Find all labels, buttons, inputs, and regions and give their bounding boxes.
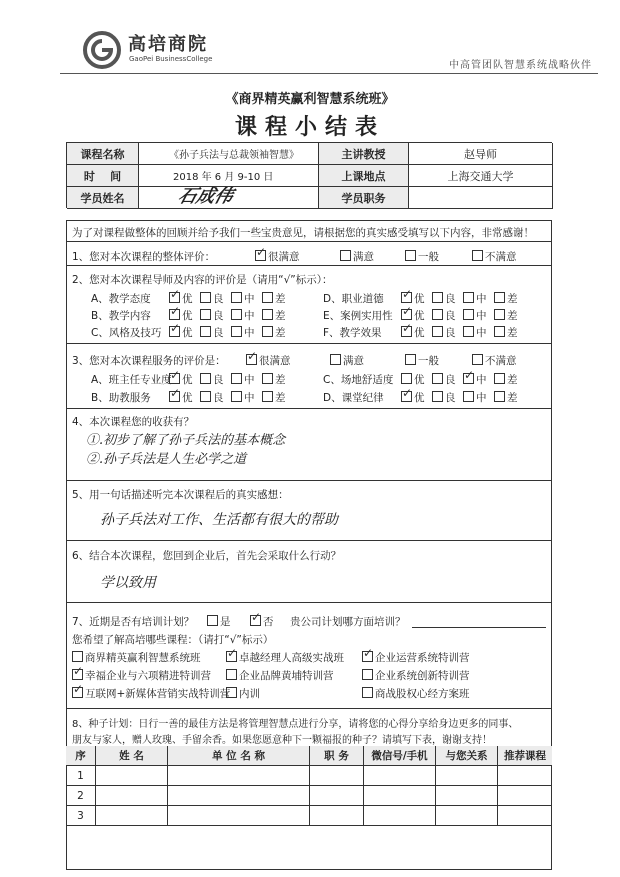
q3-grade-option[interactable] — [231, 390, 255, 405]
course-label: 商界精英赢利智慧系统班 — [85, 652, 201, 664]
divider — [66, 480, 552, 481]
table-cell[interactable] — [364, 766, 436, 786]
checkbox[interactable] — [494, 373, 505, 384]
checkbox[interactable] — [463, 373, 474, 384]
grade-label: 中 — [244, 293, 255, 305]
table-cell[interactable] — [310, 786, 364, 806]
checkbox[interactable] — [231, 292, 242, 303]
checkbox[interactable] — [463, 292, 474, 303]
table-cell[interactable] — [168, 766, 310, 786]
divider — [66, 343, 552, 344]
q2-grade-option[interactable] — [463, 325, 487, 340]
grade-label: 中 — [244, 310, 255, 322]
q4-question: 4、本次课程您的收获有？ — [72, 416, 195, 428]
grade-label: 差 — [275, 293, 286, 305]
table-header: 与您关系 — [436, 746, 498, 766]
checkbox[interactable] — [401, 309, 412, 320]
q6-answer: 学以致用 — [100, 575, 156, 591]
course-label: 互联网+新媒体营销实战特训营 — [85, 688, 231, 700]
table-cell[interactable] — [96, 806, 168, 826]
table-header: 序 — [66, 746, 96, 766]
role-label: 学员职务 — [319, 187, 409, 209]
q8-text-2: 朋友与家人，赠人玫瑰、手留余香。如果您愿意种下一颗福报的种子？请填写下表，谢谢支持！ — [72, 735, 492, 746]
q2-grade-option[interactable] — [432, 308, 456, 323]
checkbox[interactable] — [200, 309, 211, 320]
checkbox[interactable] — [169, 309, 180, 320]
row-number: 3 — [66, 806, 96, 826]
name-signature: 石成伟 — [175, 185, 236, 207]
grade-label: 良 — [213, 374, 224, 386]
q2-grade-option[interactable] — [494, 291, 518, 306]
checkbox[interactable] — [200, 373, 211, 384]
grade-label: 良 — [213, 392, 224, 404]
q2-grade-option[interactable] — [200, 291, 224, 306]
course-value: 《孙子兵法与总裁领袖智慧》 — [139, 143, 319, 165]
q3-grade-option[interactable] — [200, 372, 224, 387]
q3-grade-option[interactable] — [463, 390, 487, 405]
q2-grade-option[interactable] — [231, 291, 255, 306]
q1-option-1[interactable] — [255, 249, 300, 264]
checkbox[interactable] — [494, 292, 505, 303]
q2-grade-option[interactable] — [432, 291, 456, 306]
q3-grade-option[interactable] — [401, 390, 425, 405]
checkbox[interactable] — [226, 687, 237, 698]
table-cell[interactable] — [168, 806, 310, 826]
checkbox[interactable] — [262, 373, 273, 384]
option-label: 满意 — [343, 355, 364, 367]
checkbox[interactable] — [401, 292, 412, 303]
grade-label: 良 — [213, 327, 224, 339]
checkbox[interactable] — [231, 309, 242, 320]
option-label: 不满意 — [485, 355, 517, 367]
checkbox[interactable] — [231, 391, 242, 402]
checkbox[interactable] — [432, 292, 443, 303]
q2-grade-option[interactable] — [262, 291, 286, 306]
table-header: 单 位 名 称 — [168, 746, 310, 766]
checkbox[interactable] — [246, 354, 257, 365]
q2-grade-option[interactable] — [231, 308, 255, 323]
checkbox[interactable] — [340, 250, 351, 261]
grade-label: 差 — [275, 392, 286, 404]
grade-label: 优 — [182, 392, 193, 404]
brand-logo — [82, 30, 122, 70]
grade-label: 良 — [445, 327, 456, 339]
checkbox[interactable] — [463, 391, 474, 402]
option-label: 一般 — [418, 251, 439, 263]
q3-item-label: B、助教服务 — [91, 392, 151, 404]
q4-answer-1: ①.初步了解了孙子兵法的基本概念 — [86, 433, 286, 448]
grade-label: 中 — [476, 374, 487, 386]
checkbox[interactable] — [262, 326, 273, 337]
brand-name: 高培商院 — [128, 34, 208, 55]
q2-grade-option[interactable] — [262, 325, 286, 340]
row-number: 2 — [66, 786, 96, 806]
q2-grade-option[interactable] — [494, 308, 518, 323]
q2-item-label: E、案例实用性 — [323, 310, 393, 322]
grade-label: 良 — [445, 293, 456, 305]
table-cell[interactable] — [96, 766, 168, 786]
course-label: 商战股权心经方案班 — [375, 688, 470, 700]
checkbox[interactable] — [169, 373, 180, 384]
checkbox[interactable] — [169, 391, 180, 402]
table-cell[interactable] — [364, 786, 436, 806]
grade-label: 优 — [182, 310, 193, 322]
q5-answer: 孙子兵法对工作、生活都有很大的帮助 — [100, 512, 338, 528]
checkbox[interactable] — [472, 354, 483, 365]
checkbox[interactable] — [494, 326, 505, 337]
grade-label: 差 — [507, 310, 518, 322]
checkbox[interactable] — [432, 326, 443, 337]
grade-label: 优 — [414, 327, 425, 339]
q7-want-label: 您希望了解高培哪些课程：（请打“√”标示） — [72, 634, 274, 646]
checkbox[interactable] — [262, 309, 273, 320]
option-label: 不满意 — [485, 251, 517, 263]
grade-label: 差 — [507, 374, 518, 386]
grade-label: 中 — [244, 392, 255, 404]
course-label: 企业品牌黄埔特训营 — [239, 670, 334, 682]
checkbox[interactable] — [255, 250, 266, 261]
checkbox[interactable] — [200, 292, 211, 303]
grade-label: 中 — [476, 327, 487, 339]
course-option[interactable] — [362, 650, 470, 665]
checkbox[interactable] — [401, 326, 412, 337]
q8-text-1: 8、种子计划：日行一善的最佳方法是将管理智慧点进行分享，请将您的心得分享给身边更多的同事、 — [72, 719, 519, 730]
course-option[interactable] — [72, 650, 201, 665]
checkbox[interactable] — [200, 391, 211, 402]
q2-grade-option[interactable] — [494, 325, 518, 340]
grade-label: 差 — [507, 392, 518, 404]
q3-item-label: A、班主任专业度 — [91, 374, 172, 386]
grade-label: 差 — [507, 293, 518, 305]
q3-grade-option[interactable] — [231, 372, 255, 387]
course-option[interactable] — [226, 650, 344, 665]
referral-table — [66, 746, 552, 870]
grade-label: 良 — [445, 392, 456, 404]
q2-grade-option[interactable] — [169, 325, 193, 340]
checkbox[interactable] — [169, 292, 180, 303]
q2-item-label: A、教学态度 — [91, 293, 151, 305]
place-value: 上海交通大学 — [409, 165, 553, 187]
grade-label: 差 — [275, 374, 286, 386]
q1-option-4[interactable] — [472, 249, 517, 264]
checkbox[interactable] — [250, 615, 261, 626]
grade-label: 优 — [414, 392, 425, 404]
grade-label: 中 — [244, 327, 255, 339]
q3-grade-option[interactable] — [432, 390, 456, 405]
q3-grade-option[interactable] — [262, 390, 286, 405]
checkbox[interactable] — [72, 651, 83, 662]
checkbox[interactable] — [200, 326, 211, 337]
table-cell[interactable] — [498, 806, 552, 826]
q7-yes[interactable] — [207, 614, 231, 629]
course-label: 企业系统创新特训营 — [375, 670, 470, 682]
grade-label: 差 — [507, 327, 518, 339]
q4-answer-2: ②.孙子兵法是人生必学之道 — [86, 452, 247, 467]
q3-grade-option[interactable] — [262, 372, 286, 387]
table-cell[interactable] — [436, 806, 498, 826]
tagline: 中高管团队智慧系统战略伙伴 — [449, 60, 592, 71]
checkbox[interactable] — [207, 615, 218, 626]
divider — [66, 602, 552, 603]
q2-grade-option[interactable] — [200, 325, 224, 340]
course-option[interactable] — [72, 668, 211, 683]
q3-grade-option[interactable] — [463, 372, 487, 387]
table-cell[interactable] — [498, 786, 552, 806]
option-label: 很满意 — [268, 251, 300, 263]
time-value: 2018 年 6 月 9-10 日 — [139, 165, 319, 187]
table-cell[interactable] — [310, 806, 364, 826]
course-option[interactable] — [362, 686, 470, 701]
form-title: 课程小结表 — [234, 115, 385, 140]
grade-label: 中 — [476, 293, 487, 305]
checkbox[interactable] — [405, 354, 416, 365]
checkbox[interactable] — [231, 326, 242, 337]
q3-option-3[interactable] — [405, 353, 439, 368]
q3-question: 3、您对本次课程服务的评价是： — [72, 355, 226, 367]
table-cell[interactable] — [310, 766, 364, 786]
table-cell[interactable] — [168, 786, 310, 806]
q1-option-3[interactable] — [405, 249, 439, 264]
role-value — [409, 187, 553, 209]
checkbox[interactable] — [432, 391, 443, 402]
q2-item-label: F、教学效果 — [323, 327, 382, 339]
checkbox[interactable] — [169, 326, 180, 337]
checkbox[interactable] — [72, 687, 83, 698]
option-label: 是 — [220, 616, 231, 628]
divider — [66, 265, 552, 266]
q3-grade-option[interactable] — [401, 372, 425, 387]
course-option[interactable] — [72, 686, 230, 701]
grade-label: 优 — [414, 310, 425, 322]
table-header: 姓 名 — [96, 746, 168, 766]
table-header: 推荐课程 — [498, 746, 552, 766]
q3-grade-option[interactable] — [169, 372, 193, 387]
time-label: 时 间 — [67, 165, 139, 187]
course-label: 课程名称 — [67, 143, 139, 165]
checkbox[interactable] — [262, 292, 273, 303]
course-line: 《商界精英赢利智慧系统班》 — [225, 92, 395, 107]
checkbox[interactable] — [463, 309, 474, 320]
teacher-label: 主讲教授 — [319, 143, 409, 165]
q1-question: 1、您对本次课程的整体评价： — [72, 251, 216, 263]
course-label: 企业运营系统特训营 — [375, 652, 470, 664]
divider — [66, 408, 552, 409]
divider — [66, 708, 552, 709]
option-label: 一般 — [418, 355, 439, 367]
table-header: 微信号/手机 — [364, 746, 436, 766]
course-option[interactable] — [226, 686, 260, 701]
option-label: 满意 — [353, 251, 374, 263]
q2-grade-option[interactable] — [262, 308, 286, 323]
q3-grade-option[interactable] — [169, 390, 193, 405]
table-cell[interactable] — [364, 806, 436, 826]
course-label: 卓越经理人高级实战班 — [239, 652, 344, 664]
checkbox[interactable] — [262, 391, 273, 402]
q2-question: 2、您对本次课程导师及内容的评价是（请用“√”标示）： — [72, 274, 333, 286]
teacher-value: 赵导师 — [409, 143, 553, 165]
grade-label: 良 — [213, 293, 224, 305]
q3-option-2[interactable] — [330, 353, 364, 368]
q7-question: 7、近期是否有培训计划？ — [72, 616, 195, 628]
q2-item-label: B、教学内容 — [91, 310, 151, 322]
course-label: 幸福企业与六项精进特训营 — [85, 670, 211, 682]
q3-grade-option[interactable] — [494, 372, 518, 387]
grade-label: 优 — [182, 293, 193, 305]
table-header: 职 务 — [310, 746, 364, 766]
divider — [66, 540, 552, 541]
grade-label: 优 — [182, 327, 193, 339]
checkbox[interactable] — [432, 373, 443, 384]
info-table — [66, 142, 552, 208]
q3-option-4[interactable] — [472, 353, 517, 368]
course-label: 内训 — [239, 688, 260, 700]
grade-label: 优 — [182, 374, 193, 386]
checkbox[interactable] — [463, 326, 474, 337]
course-option[interactable] — [362, 668, 470, 683]
checkbox[interactable] — [401, 373, 412, 384]
q2-grade-option[interactable] — [200, 308, 224, 323]
checkbox[interactable] — [362, 651, 373, 662]
grade-label: 良 — [213, 310, 224, 322]
q2-item-label: D、职业道德 — [323, 293, 384, 305]
q3-grade-option[interactable] — [494, 390, 518, 405]
q3-item-label: D、课堂纪律 — [323, 392, 384, 404]
grade-label: 优 — [414, 293, 425, 305]
checkbox[interactable] — [226, 669, 237, 680]
checkbox[interactable] — [401, 391, 412, 402]
place-label: 上课地点 — [319, 165, 409, 187]
grade-label: 差 — [275, 310, 286, 322]
q5-question: 5、用一句话描述听完本次课程后的真实感想： — [72, 489, 289, 501]
course-option[interactable] — [226, 668, 334, 683]
q1-option-2[interactable] — [340, 249, 374, 264]
checkbox[interactable] — [362, 687, 373, 698]
option-label: 很满意 — [259, 355, 291, 367]
checkbox[interactable] — [231, 373, 242, 384]
q6-question: 6、结合本次课程，您回到企业后，首先会采取什么行动？ — [72, 550, 342, 562]
q2-grade-option[interactable] — [463, 308, 487, 323]
table-cell[interactable] — [436, 766, 498, 786]
brand-name-en: GaoPei BusinessCollege — [129, 55, 213, 63]
grade-label: 中 — [476, 310, 487, 322]
checkbox[interactable] — [432, 309, 443, 320]
q7-plan-label: 贵公司计划哪方面培训？ — [290, 616, 406, 628]
grade-label: 良 — [445, 374, 456, 386]
grade-label: 良 — [445, 310, 456, 322]
checkbox[interactable] — [494, 391, 505, 402]
grade-label: 差 — [275, 327, 286, 339]
intro-text: 为了对课程做整体的回顾并给予我们一些宝贵意见，请根据您的真实感受填写以下内容，非常感谢！ — [72, 227, 534, 239]
checkbox[interactable] — [405, 250, 416, 261]
checkbox[interactable] — [494, 309, 505, 320]
table-cell[interactable] — [436, 786, 498, 806]
option-label: 否 — [263, 616, 274, 628]
q7-plan-line[interactable] — [412, 627, 546, 628]
q2-item-label: C、风格及技巧 — [91, 327, 162, 339]
row-number: 1 — [66, 766, 96, 786]
checkbox[interactable] — [330, 354, 341, 365]
q2-grade-option[interactable] — [401, 325, 425, 340]
q2-grade-option[interactable] — [432, 325, 456, 340]
q3-option-1[interactable] — [246, 353, 291, 368]
q3-grade-option[interactable] — [200, 390, 224, 405]
grade-label: 优 — [414, 374, 425, 386]
q2-grade-option[interactable] — [231, 325, 255, 340]
q2-grade-option[interactable] — [463, 291, 487, 306]
grade-label: 中 — [476, 392, 487, 404]
name-cell — [139, 187, 319, 209]
checkbox[interactable] — [472, 250, 483, 261]
name-label: 学员姓名 — [67, 187, 139, 209]
table-cell[interactable] — [498, 766, 552, 786]
q7-no[interactable] — [250, 614, 274, 629]
header-rule — [60, 73, 598, 74]
checkbox[interactable] — [72, 669, 83, 680]
grade-label: 中 — [244, 374, 255, 386]
table-cell[interactable] — [96, 786, 168, 806]
q3-item-label: C、场地舒适度 — [323, 374, 394, 386]
checkbox[interactable] — [362, 669, 373, 680]
checkbox[interactable] — [226, 651, 237, 662]
divider — [66, 241, 552, 242]
q3-grade-option[interactable] — [432, 372, 456, 387]
